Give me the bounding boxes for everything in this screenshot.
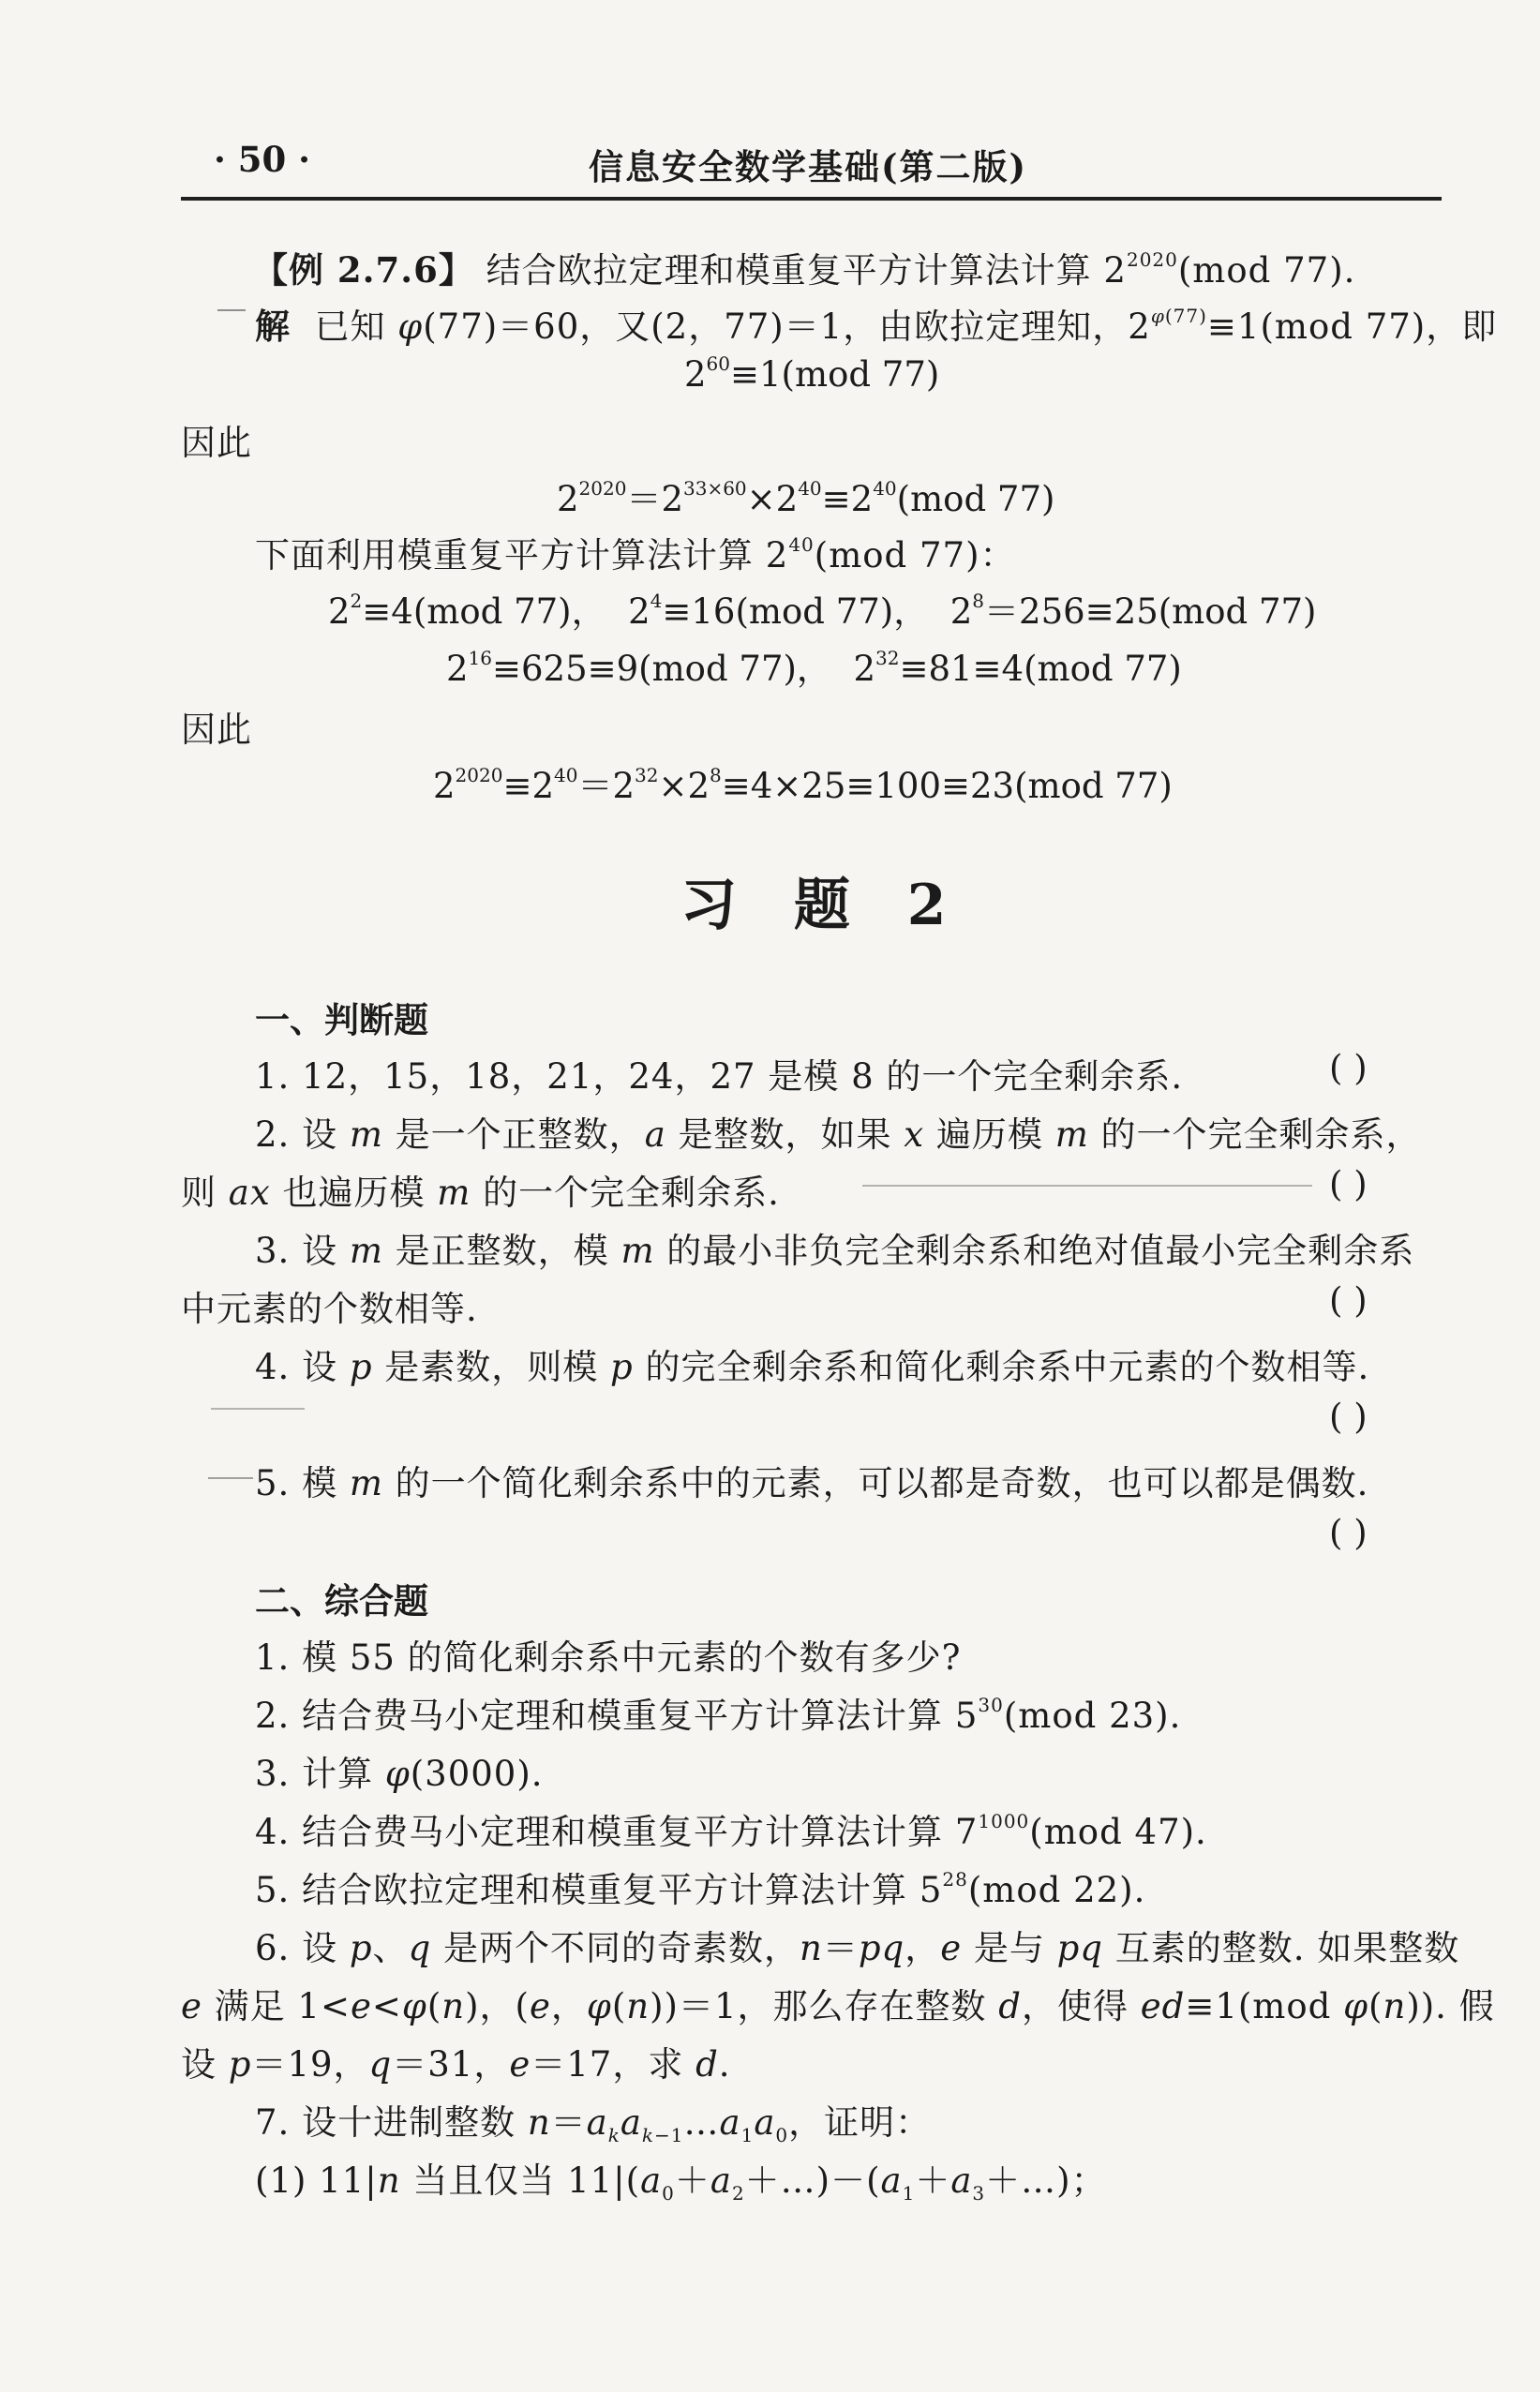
answer-blank[interactable]: ( ) [1329,1048,1368,1088]
problem-7-part-1: (1) 11|n 当且仅当 $11|(a_0+a_2+\dots)-(a_1+a_3+\dots)$； [255,2160,1107,2205]
header-rule [181,197,1442,201]
section-2-heading: 二、综合题 [255,1580,428,1622]
example-text: 结合欧拉定理和模重复平方计算法计算 $2^{2020}(mod$ 77). [486,248,1356,291]
problem-4: 4. 结合费马小定理和模重复平方计算法计算 $7^{1000}(mod$ 47). [255,1810,1207,1852]
problem-6-line-2: e 满足 1<e<φ(n)，(e，φ(n))＝1，那么存在整数 d，使得 ed≡1(mod φ(n)). 假 [181,1986,1495,2026]
scan-artifact [211,1408,305,1410]
tf-item-1: 1. 12，15，18，21，24，27 是模 8 的一个完全剩余系. [255,1056,1184,1097]
problem-1: 1. 模 55 的简化剩余系中元素的个数有多少? [255,1637,962,1678]
tf-item-5: 5. 模 m 的一个简化剩余系中的元素，可以都是奇数，也可以都是偶数. [255,1463,1369,1503]
page-number: · 50 · [214,139,311,180]
problem-3: 3. 计算 φ(3000). [255,1754,544,1794]
equation-5: $2^{2020}\equiv 2^{40}=2^{32}\times 2^8\equiv 4\times 25\equiv 100\equiv 23(mod$ 77) [433,764,1173,806]
next-step-text: 下面利用模重复平方计算法计算 $2^{40}(mod$ 77)： [255,533,1016,576]
example-label: 【例 2.7.6】 [253,249,474,291]
equation-4: $2^{16}\equiv 625\equiv 9(mod$ 77)， $2^{32}\equiv 81\equiv 4(mod$ 77) [446,647,1182,689]
problem-6-line-1: 6. 设 p、q 是两个不同的奇素数，n＝pq，e 是与 pq 互素的整数. 如果整数 [255,1928,1460,1968]
therefore-2: 因此 [181,710,252,750]
solution-label: 解 [255,306,291,347]
tf-item-3-line-1: 3. 设 m 是正整数，模 m 的最小非负完全剩余系和绝对值最小完全剩余系 [255,1231,1415,1271]
book-title: 信息安全数学基础(第二版) [589,146,1028,187]
scan-artifact [862,1185,1312,1187]
answer-blank[interactable]: ( ) [1329,1280,1368,1321]
example-statement [253,242,1355,292]
tf-item-4: 4. 设 p 是素数，则模 p 的完全剩余系和简化剩余系中元素的个数相等. [255,1347,1370,1387]
equation-3: $2^2\equiv 4(mod$ 77)， $2^4\equiv 16(mod$ 77)， $2^8=256\equiv 25(mod$ 77) [328,590,1317,632]
solution-line-1: 解 已知 φ(77)＝60，又(2，77)＝1，由欧拉定理知，$2^{\varphi(77)}\equiv 1(mod$ 77)，即 [255,305,1498,347]
therefore-1: 因此 [181,423,252,463]
answer-blank[interactable]: ( ) [1329,1164,1368,1204]
section-1-heading: 一、判断题 [255,999,428,1040]
scan-artifact [217,309,246,311]
equation-2: $2^{2020}=2^{33\times 60}\times 2^{40}\equiv 2^{40}(mod$ 77) [557,477,1055,519]
tf-item-2-line-2: 则 ax 也遍历模 m 的一个完全剩余系. [181,1173,780,1213]
scan-artifact [208,1477,253,1479]
tf-item-3-line-2: 中元素的个数相等. [181,1289,478,1329]
exercises-title: 习 题 2 [680,873,965,938]
answer-blank[interactable]: ( ) [1329,1513,1368,1553]
problem-5: 5. 结合欧拉定理和模重复平方计算法计算 $5^{28}(mod$ 22). [255,1868,1146,1910]
problem-2: 2. 结合费马小定理和模重复平方计算法计算 $5^{30}(mod$ 23). [255,1694,1182,1736]
problem-6-line-3: 设 p＝19，q＝31，e＝17，求 d. [181,2044,731,2085]
answer-blank[interactable]: ( ) [1329,1397,1368,1437]
equation-1: $2^{60}\equiv 1(mod$ 77) [684,352,940,395]
tf-item-2-line-1: 2. 设 m 是一个正整数，a 是整数，如果 x 遍历模 m 的一个完全剩余系， [255,1114,1422,1155]
problem-7: 7. 设十进制整数 $n=a_ka_{k-1}\dots a_1a_0$，证明： [255,2102,932,2146]
